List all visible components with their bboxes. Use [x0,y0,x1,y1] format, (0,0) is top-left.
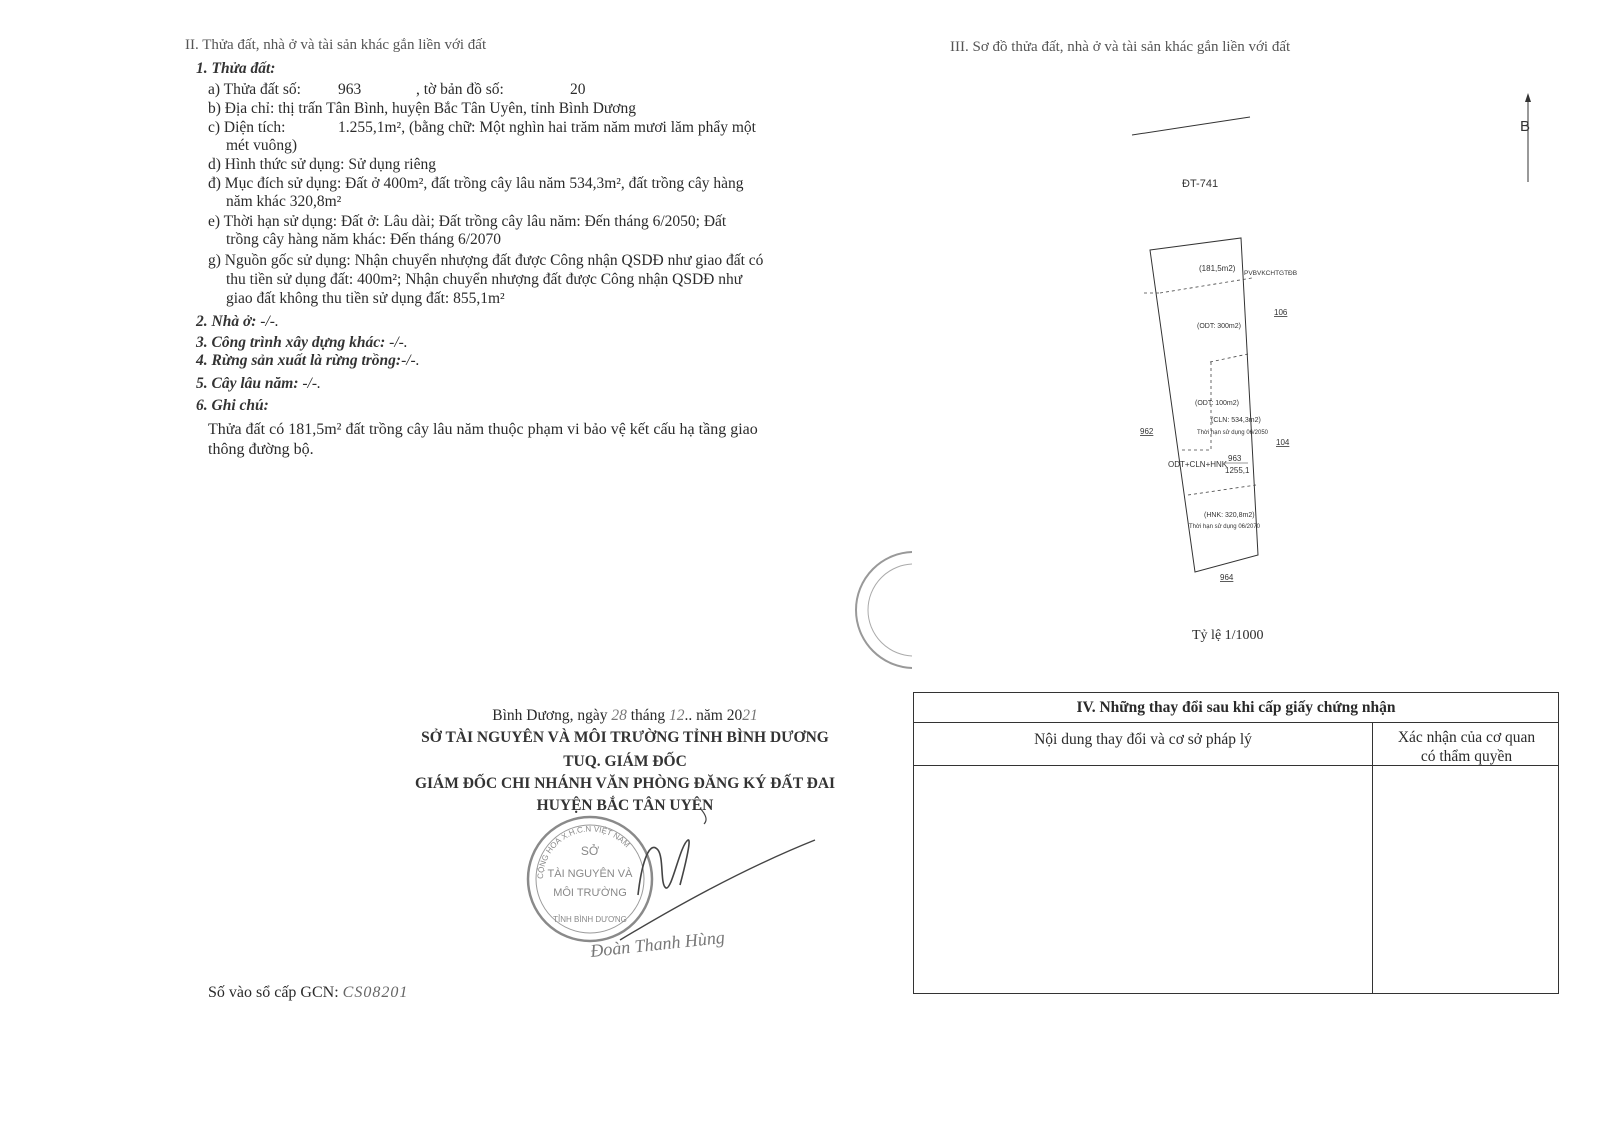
date-year-tail: 21 [742,707,758,724]
forest-label: 4. Rừng sản xuất là rừng trồng: [196,352,402,369]
adjacent-parcel-962: 962 [1140,427,1154,436]
column-header-content: Nội dung thay đổi và cơ sở pháp lý [1034,731,1252,748]
zone-odt-300: (ODT: 300m2) [1197,323,1241,330]
adjacent-parcel-104: 104 [1276,438,1290,447]
house-row [196,312,279,331]
usage-purpose: đ) Mục đích sử dụng: Đất ở 400m², đất trồng cây lâu năm 534,3m², đất trồng cây hàng [208,175,744,192]
parcel-use-code: ODT+CLN+HNK [1168,460,1228,469]
signer-name: Đoàn Thanh Hùng [589,927,726,962]
zone-protection-area: (181,5m2) [1199,264,1236,273]
perennial-row [196,374,321,393]
area-value-cont: mét vuông) [226,137,298,154]
parcel-map [1100,90,1560,650]
partial-stamp-ring-inner [868,564,912,656]
place-date-year-label: năm 20 [696,707,743,724]
date-month: 12 [669,707,685,724]
column-header-confirmation-1: Xác nhận của cơ quan [1397,729,1536,746]
parcel-number: 963 [338,81,362,98]
parcel-area-map: 1255,1 [1225,466,1250,475]
map-scale: Tỷ lệ 1/1000 [1192,628,1264,643]
other-construction-row [196,333,408,352]
signature-stroke-2 [620,840,815,940]
column-header-confirmation [1373,728,1560,766]
authorization: TUQ. GIÁM ĐỐC [563,753,687,770]
stamp-center-3: MÔI TRƯỜNG [553,887,627,899]
house-label: 2. Nhà ở: [196,313,257,330]
perennial-label: 5. Cây lâu năm: [196,375,299,392]
issuing-org: SỞ TÀI NGUYÊN VÀ MÔI TRƯỜNG TỈNH BÌNH DƯƠNG [421,729,829,746]
usage-origin: g) Nguồn gốc sử dụng: Nhận chuyển nhượng đất được Công nhận QSDĐ như giao đất có [208,252,764,269]
section-iii-title: III. Sơ đồ thửa đất, nhà ở và tài sản khác gắn liền với đất [950,39,1291,55]
north-arrow-icon [1525,93,1531,102]
adjacent-parcel-106: 106 [1274,308,1288,317]
note-heading: 6. Ghi chú: [196,397,269,414]
other-construction-value: -/-. [389,334,408,351]
place-date: Bình Dương, ngày 28 tháng 12.. năm 2021 [492,707,758,724]
area-label: c) Diện tích: [208,119,286,136]
signer-title-2: HUYỆN BẮC TÂN UYÊN [536,797,714,814]
place-date-month-label: tháng [630,707,666,724]
stamp-bottom-text: TỈNH BÌNH DƯƠNG [553,915,627,924]
parcel-number-map: 963 [1228,454,1242,463]
zone-cln: (CLN: 534,3m2) [1211,417,1261,424]
house-value: -/-. [260,313,279,330]
usage-term: e) Thời hạn sử dụng: Đất ở: Lâu dài; Đất trồng cây lâu năm: Đến tháng 6/2050; Đất [208,213,727,230]
partial-stamp-ring-outer [856,552,912,668]
address: b) Địa chỉ: thị trấn Tân Bình, huyện Bắc Tân Uyên, tỉnh Bình Dương [208,100,636,117]
date-day: 28 [611,707,627,724]
other-construction-label: 3. Công trình xây dựng khác: [196,334,386,351]
gcn-register [208,983,408,1002]
forest-value: -/-. [401,352,420,369]
stamp-ring-text: CỘNG HOÀ X.H.C.N VIỆT NAM [535,824,632,880]
gcn-label: Số vào sổ cấp GCN: [208,984,339,1001]
cln-term: Thời hạn sử dụng 06/2050 [1197,430,1269,436]
road-label: ĐT-741 [1182,178,1219,190]
usage-origin-cont2: giao đất không thu tiền sử dụng đất: 855,1m² [226,290,505,307]
parcel-number-label: a) Thửa đất số: [208,81,301,98]
signature-tick [700,808,706,824]
north-label: B [1520,118,1531,135]
signature-stroke-1 [638,840,689,895]
changes-table-title: IV. Những thay đổi sau khi cấp giấy chứng nhận [914,693,1558,723]
stamp-center-2: TÀI NGUYÊN VÀ [547,868,633,880]
area-value: 1.255,1m², (bằng chữ: Một nghìn hai trăm năm mươi lăm phẩy một [338,119,756,136]
forest-row [196,351,420,370]
stamp-center-1: SỞ [580,844,600,858]
protection-label: PVBVKCHTGTĐB [1244,270,1298,277]
gcn-number: CS08201 [342,984,409,1001]
odt-boundary-top [1210,354,1248,362]
section-ii-title: II. Thửa đất, nhà ở và tài sản khác gắn liền với đất [185,37,487,53]
map-sheet-label: , tờ bản đồ số: [416,81,504,98]
usage-purpose-cont: năm khác 320,8m² [226,193,342,210]
place-date-prefix: Bình Dương, ngày [492,707,608,724]
changes-table [913,692,1559,994]
hnk-term: Thời hạn sử dụng 06/2070 [1189,524,1261,530]
map-sheet-number: 20 [570,81,586,98]
zone-hnk: (HNK: 320,8m2) [1204,512,1255,519]
hnk-boundary [1188,485,1256,495]
usage-origin-cont1: thu tiền sử dụng đất: 400m²; Nhận chuyển nhượng đất được Công nhận QSDĐ như [226,271,743,288]
zone-odt-100: (ODT: 100m2) [1195,400,1239,407]
usage-term-cont: trồng cây hàng năm khác: Đến tháng 6/2070 [226,231,502,248]
signer-title-1: GIÁM ĐỐC CHI NHÁNH VĂN PHÒNG ĐĂNG KÝ ĐẤT ĐAI [414,775,836,792]
partial-stamp [852,540,912,680]
column-header-confirmation-2: có thẩm quyền [1420,748,1513,765]
note-text-2: thông đường bộ. [208,441,314,458]
protection-boundary [1160,278,1252,293]
road-edge-line [1132,117,1250,135]
usage-form: d) Hình thức sử dụng: Sử dụng riêng [208,156,436,173]
adjacent-parcel-964: 964 [1220,573,1234,582]
note-text-1: Thửa đất có 181,5m² đất trồng cây lâu năm thuộc phạm vi bảo vệ kết cấu hạ tầng giao [208,421,758,438]
parcel-heading: 1. Thửa đất: [196,60,276,77]
perennial-value: -/-. [302,375,321,392]
